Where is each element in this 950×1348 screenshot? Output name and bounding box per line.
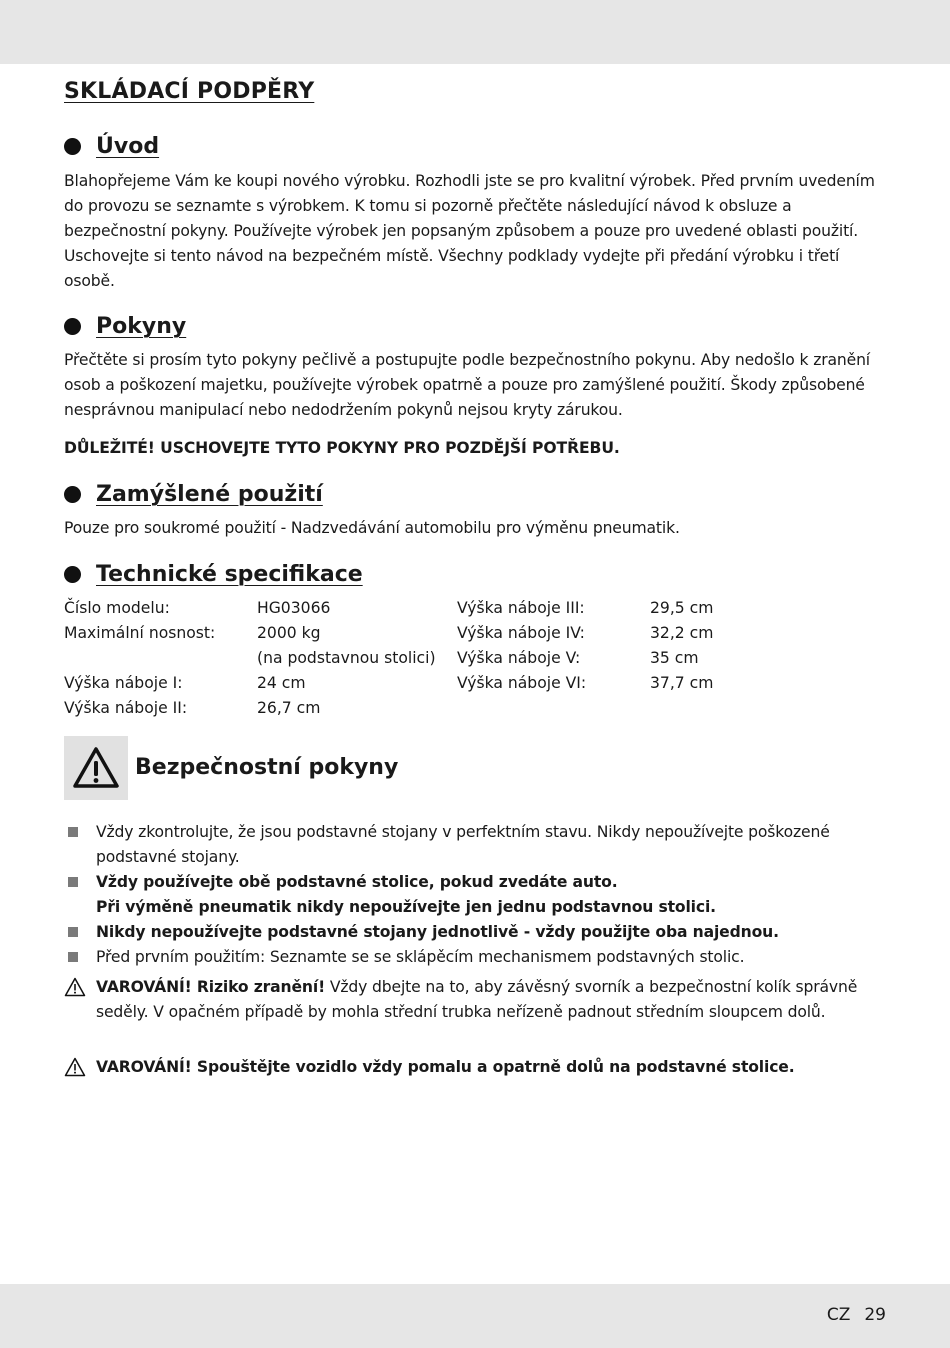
spec-row [457, 621, 713, 646]
warning-lowering-text: VAROVÁNÍ! Spouštějte vozidlo vždy pomalu a opatrně dolů na podstavné stolice. [96, 1058, 795, 1076]
footer-language: CZ [826, 1305, 851, 1325]
filled-circle-icon [64, 486, 81, 503]
section-heading-intended-use [64, 482, 323, 507]
list-item [64, 870, 894, 920]
section-heading-uvod [64, 134, 159, 159]
important-notice: DŮLEŽITÉ! USCHOVEJTE TYTO POKYNY PRO POZDĚJŠÍ POTŘEBU. [64, 439, 620, 457]
safety-item-text: Vždy zkontrolujte, že jsou podstavné stojany v perfektním stavu. Nikdy nepoužívejte poškozené podstavné stojany. [96, 823, 830, 866]
warning-triangle-icon [64, 1057, 86, 1077]
top-band [0, 0, 950, 64]
section-heading-uvod-label: Úvod [96, 134, 160, 159]
spec-row [64, 621, 436, 646]
filled-circle-icon [64, 318, 81, 335]
spec-value: 26,7 cm [257, 699, 321, 717]
safety-item-text: Při výměně pneumatik nikdy nepoužívejte jen jednu podstavnou stolici. [96, 898, 716, 916]
warning-lowering [64, 1055, 894, 1080]
spec-label: Výška náboje V: [457, 649, 581, 667]
spec-label: Číslo modelu: [64, 599, 170, 617]
spec-value: 35 cm [650, 649, 699, 667]
spec-value: 37,7 cm [650, 674, 714, 692]
spec-value: (na podstavnou stolici) [257, 649, 436, 667]
section-heading-specs [64, 562, 363, 587]
spec-label: Výška náboje VI: [457, 674, 587, 692]
square-bullet-icon [68, 952, 78, 962]
spec-value: 29,5 cm [650, 599, 714, 617]
warning-triangle-icon [64, 736, 128, 800]
spec-row [457, 646, 713, 671]
spec-value: 2000 kg [257, 624, 321, 642]
spec-row [64, 696, 436, 721]
spec-row [64, 596, 436, 621]
spec-row [457, 671, 713, 696]
section-heading-specs-label: Technické specifikace [96, 562, 363, 587]
safety-item-text: Vždy používejte obě podstavné stolice, pokud zvedáte auto. [96, 873, 618, 891]
page-number: 29 [864, 1305, 886, 1325]
spec-row [457, 596, 713, 621]
filled-circle-icon [64, 566, 81, 583]
instructions-paragraph: Přečtěte si prosím tyto pokyny pečlivě a postupujte podle bezpečnostního pokynu. Aby nedošlo k zranění osob a poškození majetku, používejte výrobek opatrně a pouze pro zamýšlené použití. Škody způsobené nesprávnou manipulací nebo nedodržením pokynů nejsou kryty zárukou. [64, 351, 870, 419]
spec-label: Výška náboje IV: [457, 624, 585, 642]
spec-label: Maximální nosnost: [64, 624, 216, 642]
spec-table-left [64, 596, 436, 721]
warning-triangle-icon [64, 977, 86, 997]
spec-value: HG03066 [257, 599, 331, 617]
spec-label: Výška náboje II: [64, 699, 188, 717]
square-bullet-icon [68, 927, 78, 937]
bottom-band [0, 1284, 950, 1348]
section-heading-pokyny [64, 314, 186, 339]
list-item [64, 920, 894, 945]
spec-label [64, 646, 257, 671]
section-heading-pokyny-label: Pokyny [96, 314, 187, 339]
spec-label: Výška náboje I: [64, 674, 183, 692]
section-heading-intended-use-label: Zamýšlené použití [96, 482, 323, 507]
spec-row [64, 646, 436, 671]
warning-injury [64, 975, 894, 1025]
safety-item-text: Nikdy nepoužívejte podstavné stojany jednotlivě - vždy použijte oba najednou. [96, 923, 779, 941]
spec-value: 32,2 cm [650, 624, 714, 642]
spec-value: 24 cm [257, 674, 306, 692]
spec-label: Výška náboje III: [457, 599, 585, 617]
spec-row [64, 671, 436, 696]
safety-heading: Bezpečnostní pokyny [135, 755, 399, 780]
list-item [64, 820, 894, 870]
filled-circle-icon [64, 138, 81, 155]
warning-injury-text: Vždy dbejte na to, aby závěsný svorník a bezpečnostní kolík správně seděly. V opačném případě by mohla střední trubka neřízeně padnout středním sloupcem dolů. [96, 978, 858, 1021]
safety-item-text: Před prvním použitím: Seznamte se se sklápěcím mechanismem podstavných stolic. [96, 948, 745, 966]
square-bullet-icon [68, 877, 78, 887]
safety-list [64, 820, 894, 970]
page-title: SKLÁDACÍ PODPĚRY [64, 79, 315, 104]
warning-injury-label: VAROVÁNÍ! Riziko zranění! [96, 978, 326, 996]
spec-table-right [457, 596, 713, 696]
intended-use-paragraph: Pouze pro soukromé použití - Nadzvedávání automobilu pro výměnu pneumatik. [64, 519, 680, 537]
square-bullet-icon [68, 827, 78, 837]
list-item [64, 945, 894, 970]
intro-paragraph: Blahopřejeme Vám ke koupi nového výrobku. Rozhodli jste se pro kvalitní výrobek. Před prvním uvedením do provozu se seznamte s výrobkem. K tomu si pozorně přečtěte následující návod k obsluze a bezpečnostní pokyny. Používejte výrobek jen popsaným způsobem a pouze pro uvedené oblasti použití. Uschovejte si tento návod na bezpečném místě. Všechny podklady vydejte při předání výrobku i třetí osobě. [64, 172, 875, 290]
page-footer [827, 1305, 886, 1325]
